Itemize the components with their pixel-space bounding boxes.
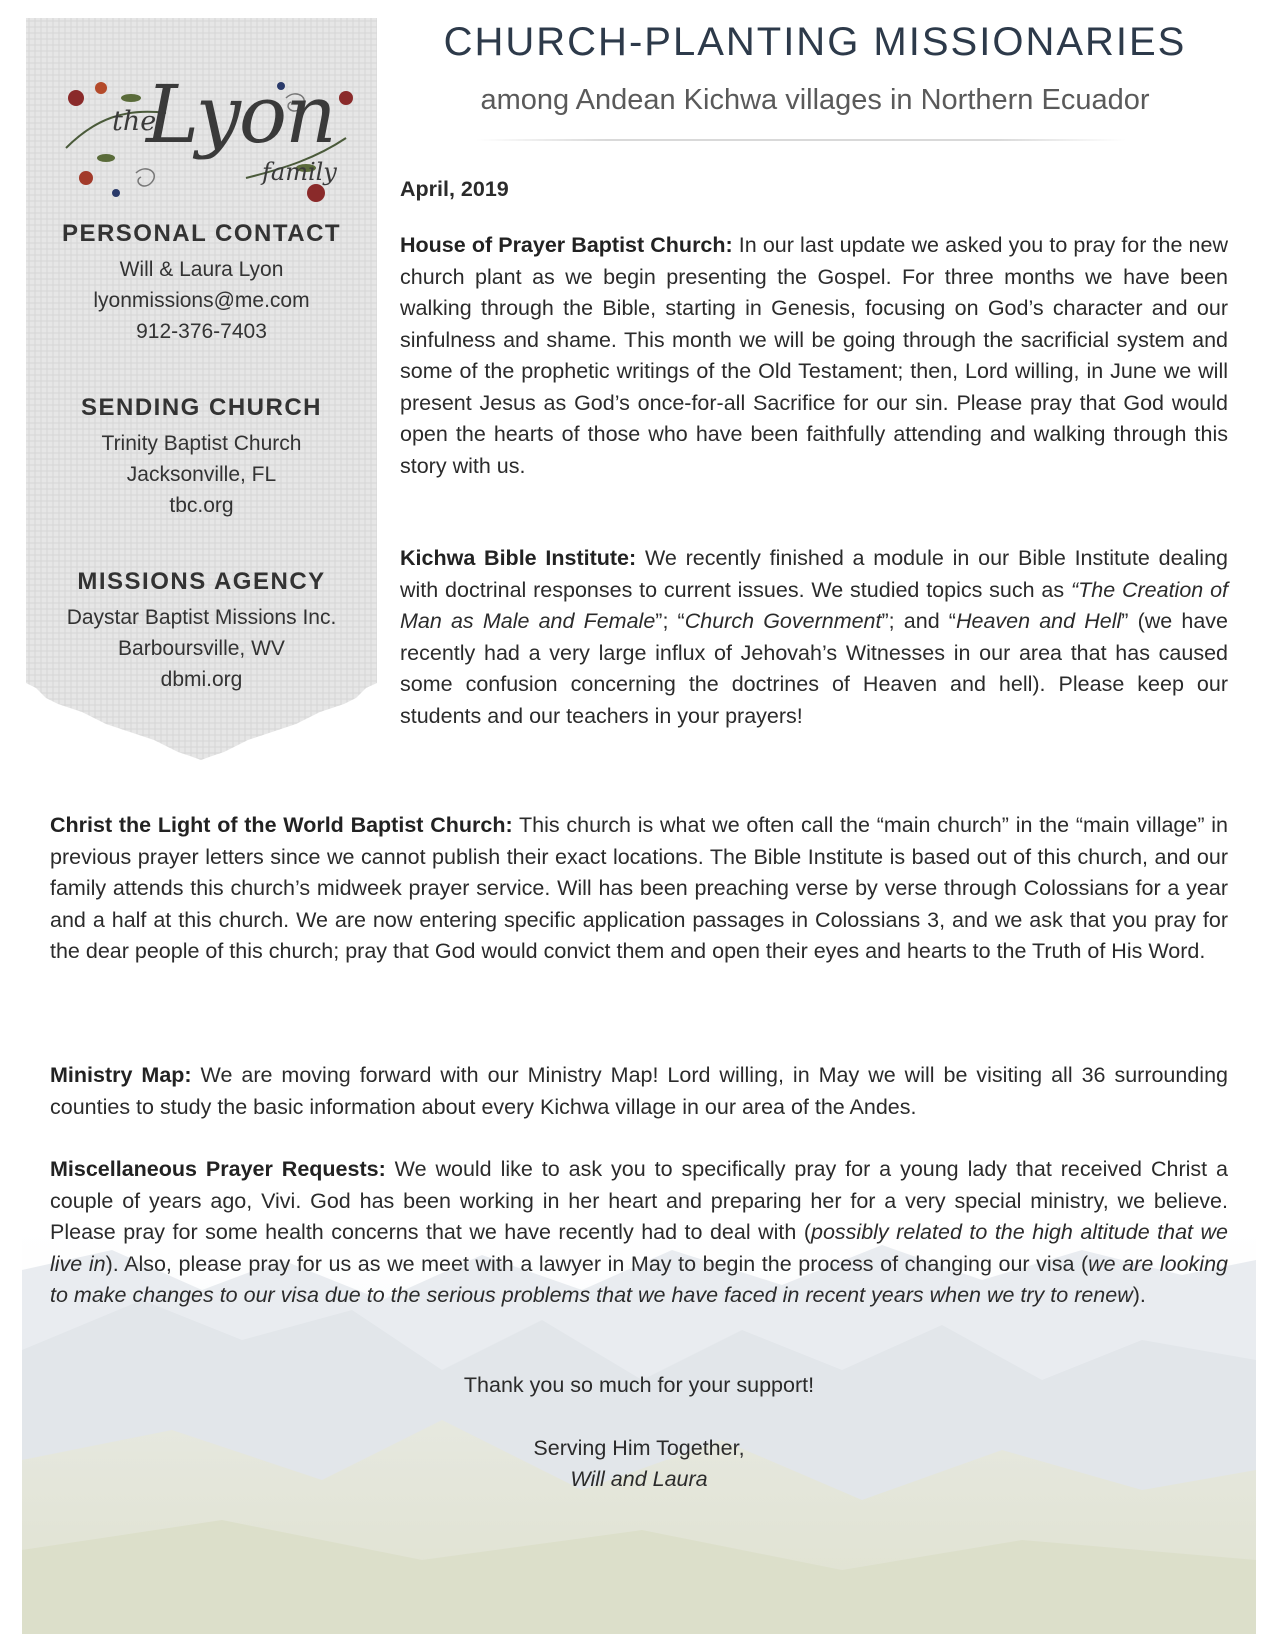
paragraph-label: Kichwa Bible Institute:: [400, 546, 637, 570]
paragraph-label: Ministry Map:: [50, 1063, 192, 1087]
closing-salutation: Serving Him Together,: [533, 1436, 745, 1460]
paragraph-label: Christ the Light of the World Baptist Church:: [50, 813, 513, 837]
paragraph-ministry-map: [50, 1060, 1228, 1123]
family-logo: [66, 58, 376, 208]
missions-agency-block: [26, 568, 377, 695]
paragraph-text: We are moving forward with our Ministry Map! Lord willing, in May we will be visiting all 36 surrounding counties to study the basic information about every Kichwa village in our area of the Andes.: [50, 1063, 1228, 1119]
paragraph-text: ).: [1132, 1283, 1146, 1307]
logo-the: the: [112, 106, 157, 137]
logo-family: family: [262, 158, 337, 186]
page-subtitle: among Andean Kichwa villages in Northern Ecuador: [480, 84, 1150, 116]
sending-church-location: Jacksonville, FL: [126, 463, 277, 486]
signature-names: Will and Laura: [570, 1467, 708, 1491]
logo-name: Lyon: [146, 68, 335, 161]
page-title: CHURCH-PLANTING MISSIONARIES: [443, 20, 1187, 64]
personal-contact-heading: PERSONAL CONTACT: [61, 220, 342, 247]
missions-agency-location: Barboursville, WV: [118, 637, 285, 660]
topic-heaven-hell: Heaven and Hell: [955, 609, 1122, 633]
missions-agency-website[interactable]: dbmi.org: [160, 668, 243, 691]
topic-creation: “The Creation of Man as Male and Female: [400, 577, 1228, 633]
sending-church-heading: SENDING CHURCH: [80, 394, 322, 421]
letter-date: April, 2019: [400, 177, 509, 201]
paragraph-text: We would like to ask you to specifically pray for a young lady that received Christ a couple of years ago, Vivi. God has been working in her heart and preparing her for a very special ministry, we believe. Please pray for some health concerns that we have recently had to deal with (: [50, 1157, 1228, 1244]
missions-agency-heading: MISSIONS AGENCY: [77, 568, 326, 595]
paragraph-main-church: [50, 810, 1228, 968]
sending-church-block: [26, 394, 377, 521]
paragraph-bible-institute: [400, 543, 1228, 732]
thank-you-line: Thank you so much for your support!: [463, 1373, 815, 1397]
paragraph-text: This church is what we often call the “main church” in the “main village” in previous prayer letters since we cannot publish their exact locations. The Bible Institute is based out of this church, and our family attends this church’s midweek prayer service. Will has been preaching verse by verse through Colossians for a year and a half at this church. We are now entering specific application passages in Colossians 3, and we ask that you pray for the dear people of this church; pray that God would convict them and open their eyes and hearts to the Truth of His Word.: [50, 813, 1228, 963]
paragraph-label: Miscellaneous Prayer Requests:: [50, 1157, 386, 1181]
contact-names: Will & Laura Lyon: [119, 258, 284, 281]
paragraph-house-of-prayer: [400, 230, 1228, 482]
header-divider: [476, 139, 1126, 141]
contact-phone: 912-376-7403: [136, 320, 267, 343]
paragraph-text: ). Also, please pray for us as we meet with a lawyer in May to begin the process of changing our visa (: [105, 1251, 1089, 1276]
missions-agency-name: Daystar Baptist Missions Inc.: [66, 606, 337, 629]
personal-contact-block: [26, 220, 377, 347]
paragraph-text: ” (we have recently had a very large influx of Jehovah’s Witnesses in our area that has caused some confusion concerning the doctrines of Heaven and hell). Please keep our students and our teachers in your prayers!: [400, 609, 1228, 728]
paragraph-text: ”; “: [655, 609, 685, 633]
paragraph-label: House of Prayer Baptist Church:: [400, 233, 733, 257]
contact-email[interactable]: lyonmissions@me.com: [93, 289, 310, 312]
sending-church-name: Trinity Baptist Church: [101, 432, 302, 455]
sending-church-website[interactable]: tbc.org: [169, 494, 234, 517]
paragraph-prayer-requests: [50, 1154, 1228, 1312]
paragraph-text: In our last update we asked you to pray for the new church plant as we begin presenting the Gospel. For three months we have been walking through the Bible, starting in Genesis, focusing on God’s character and our sinfulness and shame. This month we will be going through the sacrificial system and some of the prophetic writings of the Old Testament; then, Lord willing, in June we will present Jesus as God’s once-for-all Sacrifice for our sin. Please pray that God would open the hearts of those who have been faithfully attending and walking through this story with us.: [400, 233, 1228, 478]
paragraph-italic: possibly related to the high altitude that we live in: [50, 1220, 1228, 1276]
topic-church-government: Church Government: [684, 609, 882, 633]
paragraph-text: We recently finished a module in our Bible Institute dealing with doctrinal responses to current issues. We studied topics such as: [400, 546, 1228, 602]
paragraph-italic: we are looking to make changes to our visa due to the serious problems that we have faced in recent years when we try to renew: [50, 1251, 1228, 1307]
paragraph-text: ”; and “: [881, 609, 956, 633]
